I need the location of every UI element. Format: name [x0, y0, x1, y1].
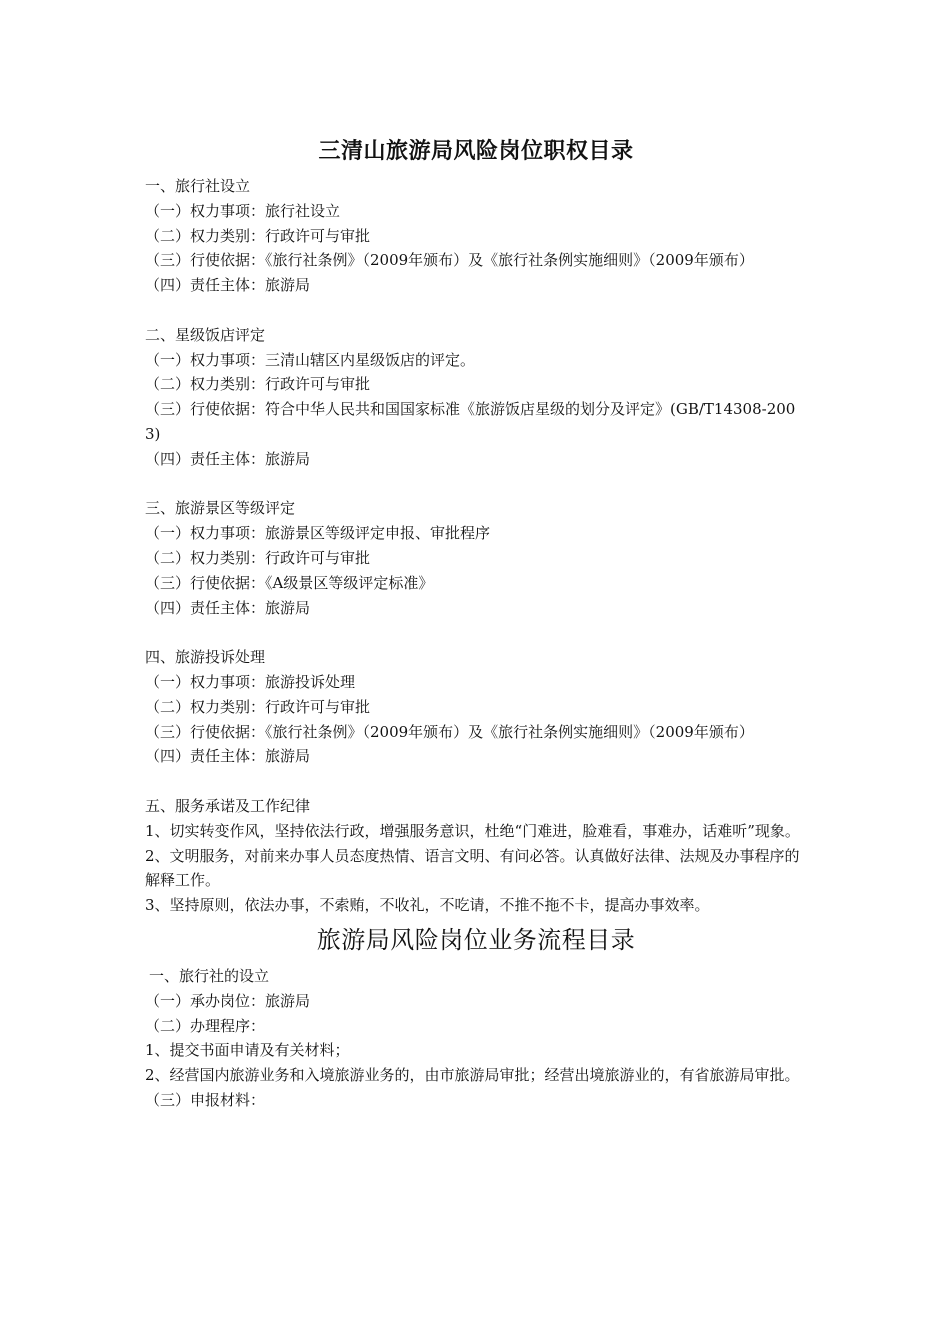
- section-item: （一）权力事项：旅游投诉处理: [145, 672, 356, 691]
- section-item: （三）行使依据：《旅行社条例》（2009年颁布）及《旅行社条例实施细则》（2009年颁布）: [145, 722, 754, 741]
- spacer: [145, 769, 807, 794]
- section-heading: 四、旅游投诉处理: [145, 648, 266, 667]
- process-travel-agency-setup: [145, 964, 807, 1113]
- section-scenic-area-rating: [145, 496, 807, 620]
- section-item: （一）权力事项：旅行社设立: [145, 201, 341, 220]
- step-item: 2、经营国内旅游业务和入境旅游业务的，由市旅游局审批；经营出境旅游业的，有省旅游局审批。: [145, 1066, 800, 1085]
- paragraph: 3、坚持原则，依法办事，不索贿，不收礼，不吃请，不推不拖不卡，提高办事效率。: [145, 896, 710, 915]
- section-item: （二）办理程序：: [145, 1016, 266, 1035]
- step-item: 1、提交书面申请及有关材料；: [145, 1041, 350, 1060]
- process-title: 旅游局风险岗位业务流程目录: [316, 925, 636, 954]
- section-item: （二）权力类别：行政许可与审批: [145, 375, 371, 394]
- paragraph: 1、切实转变作风，坚持依法行政，增强服务意识，杜绝“门难进，脸难看，事难办，话难听”现象。: [145, 821, 800, 840]
- section-item: （二）权力类别：行政许可与审批: [145, 548, 371, 567]
- section-heading: 五、服务承诺及工作纪律: [145, 796, 311, 815]
- section-item: （二）权力类别：行政许可与审批: [145, 226, 371, 245]
- section-heading: 一、旅行社的设立: [149, 966, 270, 985]
- section-star-hotel-rating: [145, 323, 807, 472]
- section-heading: 三、旅游景区等级评定: [145, 499, 296, 518]
- section-item: （一）权力事项：旅游景区等级评定申报、审批程序: [145, 524, 491, 543]
- section-item: （三）行使依据：符合中华人民共和国国家标准《旅游饭店星级的划分及评定》(GB/T14308-2003): [145, 400, 796, 443]
- spacer: [145, 472, 807, 497]
- section-complaint-handling: [145, 645, 807, 769]
- spacer: [145, 298, 807, 323]
- section-item: （四）责任主体：旅游局: [145, 747, 311, 766]
- document-title: 三清山旅游局风险岗位职权目录: [318, 138, 634, 164]
- section-item: （四）责任主体：旅游局: [145, 449, 311, 468]
- section-item: （三）申报材料：: [145, 1090, 266, 1109]
- section-heading: 一、旅行社设立: [145, 177, 251, 195]
- section-item: （二）权力类别：行政许可与审批: [145, 697, 371, 716]
- paragraph: 2、文明服务，对前来办事人员态度热情、语言文明、有问必答。认真做好法律、法规及办事程序的解释工作。: [145, 846, 800, 890]
- section-service-commitment: [145, 794, 807, 918]
- section-item: （三）行使依据：《旅行社条例》（2009年颁布）及《旅行社条例实施细则》（2009年颁布）: [145, 251, 754, 270]
- document-page: [145, 132, 807, 1113]
- section-item: （一）承办岗位：旅游局: [145, 991, 311, 1010]
- section-item: （一）权力事项：三清山辖区内星级饭店的评定。: [145, 350, 476, 369]
- section-travel-agency-setup: [145, 174, 807, 298]
- section-item: （三）行使依据：《A级景区等级评定标准》: [145, 573, 434, 592]
- section-item: （四）责任主体：旅游局: [145, 598, 311, 617]
- section-item: （四）责任主体：旅游局: [145, 276, 311, 295]
- spacer: [145, 620, 807, 645]
- section-heading: 二、星级饭店评定: [145, 325, 266, 344]
